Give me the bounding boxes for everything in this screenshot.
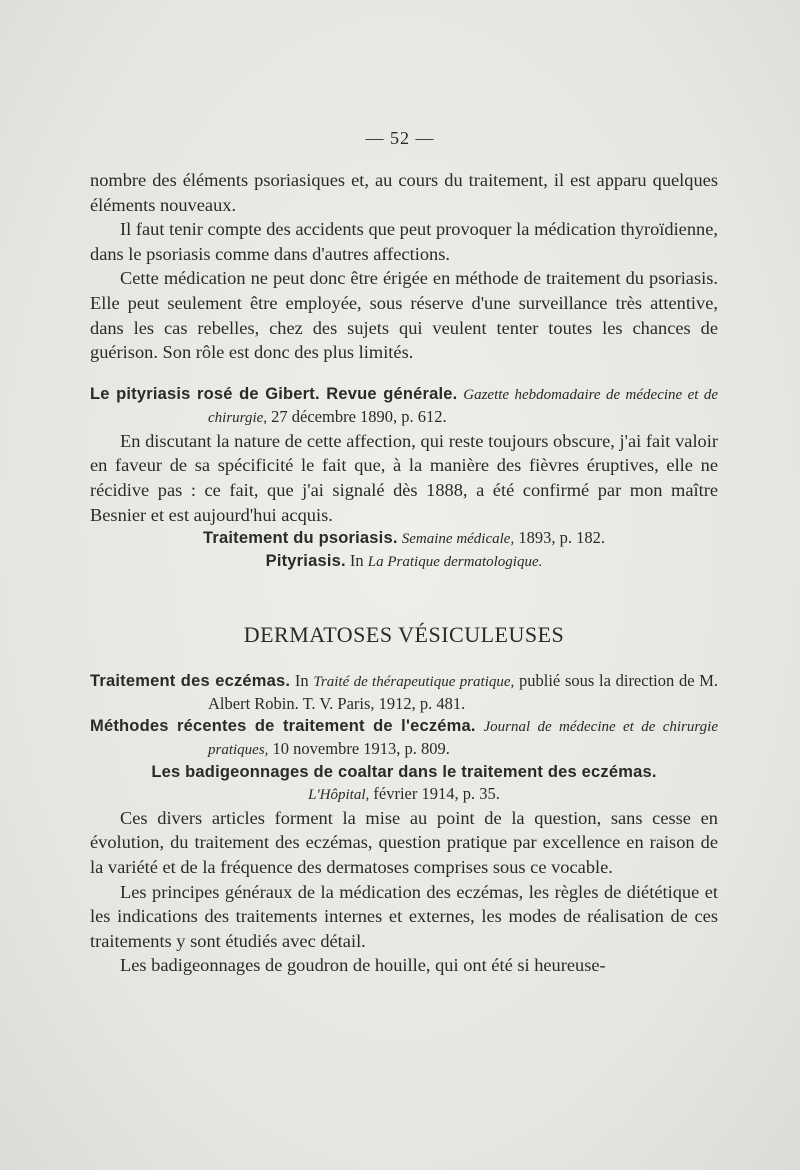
bibliography-entry [90, 383, 718, 429]
entry-details: 1893, p. 182. [518, 528, 605, 548]
entry-source: Semaine médicale, [401, 531, 515, 548]
entry-source: La Pratique dermatologique. [367, 554, 543, 571]
entry-details: février 1914, p. 35. [373, 783, 500, 803]
entry-prefix: In [294, 670, 309, 690]
entry-title: Traitement des eczémas. [90, 671, 291, 690]
bibliography-entry [90, 550, 718, 573]
entry-source: Journal de médecine et de chirurgie pratiques, [208, 718, 719, 758]
paragraph: Cette médication ne peut donc être érigée en méthode de traitement du psoriasis. Elle peut seulement être employée, sous réserve d'une surveillance très attentive, dans les cas rebelles, chez des sujets qui veulent tenter toutes les chances de guérison. Son rôle est donc des plus limités. [90, 268, 718, 363]
section-title: DERMATOSES VÉSICULEUSES [243, 622, 565, 648]
entry-prefix: In [349, 551, 364, 571]
paragraph: Ces divers articles forment la mise au point de la question, sans cesse en évolution, du traitement des eczémas, question pratique par excellence en raison de la variété et de la fréquence des dermatoses comprises sous ce vocable. [90, 807, 718, 877]
page-number: — 52 — [365, 128, 435, 148]
entry-title: Traitement du psoriasis. [203, 529, 398, 548]
page-content [90, 168, 718, 978]
entry-details: 27 décembre 1890, p. 612. [271, 406, 447, 426]
entry-title: Les badigeonnages de coaltar dans le traitement des eczémas. [151, 762, 657, 781]
entry-title: Le pityriasis rosé de Gibert. Revue générale. [90, 384, 458, 403]
paragraph: En discutant la nature de cette affection, qui reste toujours obscure, j'ai fait valoir en faveur de sa spécificité le fait que, à la manière des fièvres éruptives, elle ne récidive pas : ce fait, que j'ai signalé dès 1888, a été confirmé par mon maître Besnier et est aujourd'hui acquis. [90, 430, 718, 525]
entry-title: Pityriasis. [265, 552, 346, 571]
bibliography-entry [90, 670, 718, 715]
entry-source: Traité de thérapeutique pratique, [313, 673, 515, 690]
entry-source: L'Hôpital, [308, 786, 370, 803]
paragraph: Les principes généraux de la médication des eczémas, les règles de diététique et les indications des traitements internes et externes, les modes de réalisation de ces traitements y sont étudiés avec détail. [90, 881, 718, 951]
bibliography-entry [90, 715, 718, 761]
paragraph: Il faut tenir compte des accidents que peut provoquer la médication thyroïdienne, dans le psoriasis comme dans d'autres affections. [90, 219, 718, 264]
entry-details: 10 novembre 1913, p. 809. [272, 738, 450, 758]
paragraph: nombre des éléments psoriasiques et, au cours du traitement, il est apparu quelques éléments nouveaux. [90, 170, 718, 215]
bibliography-entry [90, 527, 718, 550]
paragraph: Les badigeonnages de goudron de houille, qui ont été si heureuse- [120, 955, 606, 976]
bibliography-entry [90, 761, 718, 806]
entry-source: Gazette hebdomadaire de médecine et de chirurgie, [208, 386, 718, 426]
entry-title: Méthodes récentes de traitement de l'eczéma. [90, 716, 476, 735]
entry-details: publié sous la direction de M. Albert Robin. T. V. Paris, 1912, p. 481. [208, 670, 719, 713]
